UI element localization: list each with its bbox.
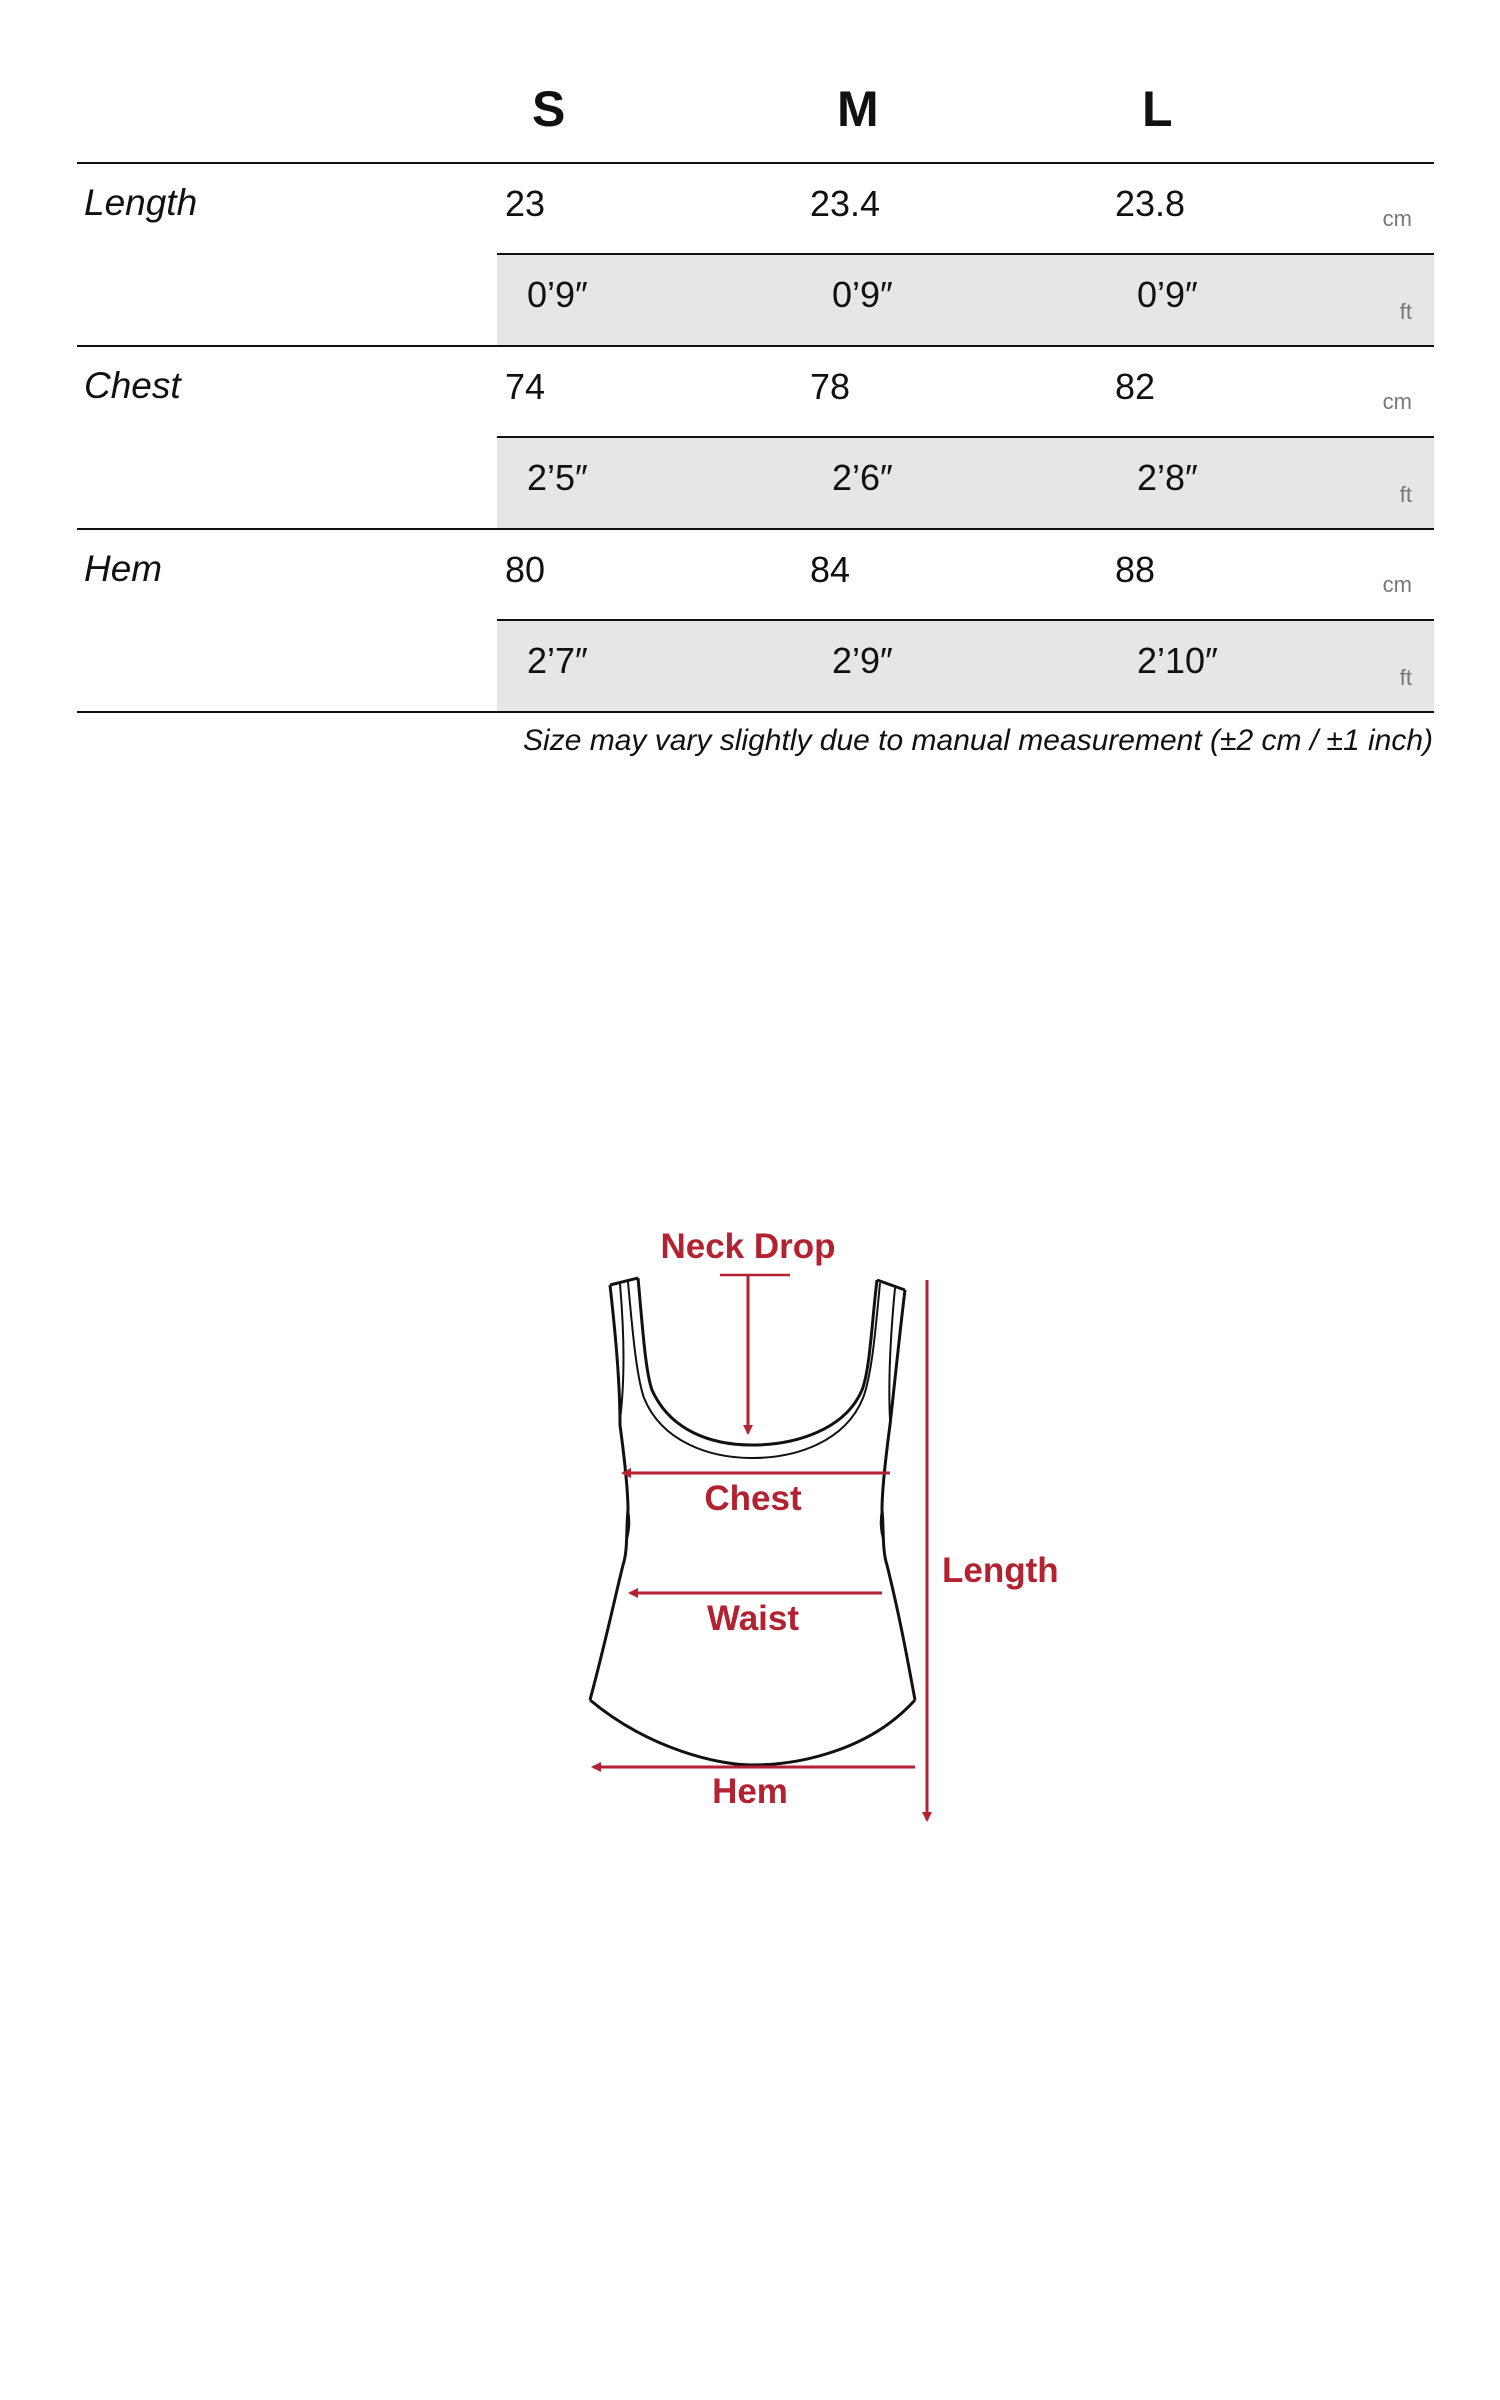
cell-value: 80 [505, 549, 546, 590]
length-label: Length [942, 1551, 1059, 1590]
measure-group-hem [77, 530, 1434, 713]
ft-row [497, 438, 1434, 528]
measurement-note: Size may vary slightly due to manual measurement (±2 cm / ±1 inch) [523, 724, 1433, 757]
cell-value: 82 [1115, 366, 1156, 407]
cm-row [497, 164, 1434, 255]
cell-value: 0’9″ [1137, 274, 1198, 315]
cell-value: 23.8 [1115, 183, 1186, 224]
size-chart-table [77, 80, 1434, 713]
measure-label-chest: Chest [84, 365, 181, 406]
cm-row [497, 530, 1434, 621]
cell-value: 84 [810, 549, 851, 590]
chest-label: Chest [704, 1479, 802, 1518]
cell-value: 0’9″ [527, 274, 588, 315]
measurement-arrows [593, 1275, 927, 1820]
ft-row [497, 255, 1434, 345]
cell-value: 0’9″ [832, 274, 893, 315]
unit-label-cm: cm [1382, 389, 1412, 414]
ft-row [497, 621, 1434, 711]
measure-label-hem: Hem [84, 548, 163, 589]
measure-group-chest [77, 347, 1434, 530]
unit-label-ft: ft [1399, 665, 1412, 690]
unit-label-ft: ft [1399, 482, 1412, 507]
cell-value: 78 [810, 366, 851, 407]
cell-value: 74 [505, 366, 546, 407]
unit-label-cm: cm [1382, 206, 1412, 231]
cell-value: 23 [505, 183, 546, 224]
measure-label-length: Length [84, 182, 198, 223]
tank-top-diagram [560, 1220, 1080, 1860]
garment-outline [590, 1278, 915, 1765]
waist-label: Waist [706, 1599, 800, 1638]
unit-label-cm: cm [1382, 572, 1412, 597]
cm-row [497, 347, 1434, 438]
cell-value: 23.4 [810, 183, 881, 224]
unit-label-ft: ft [1399, 299, 1412, 324]
neck-drop-label: Neck Drop [660, 1227, 836, 1266]
hem-label: Hem [712, 1772, 788, 1811]
cell-value: 2’6″ [832, 457, 893, 498]
size-header-m: M [837, 81, 879, 137]
cell-value: 2’7″ [527, 640, 588, 681]
size-header-l: L [1142, 81, 1173, 137]
cell-value: 88 [1115, 549, 1156, 590]
size-header-row [77, 80, 1434, 164]
size-header-s: S [532, 81, 566, 137]
measure-group-length [77, 164, 1434, 347]
cell-value: 2’5″ [527, 457, 588, 498]
tank-top-diagram-svg [560, 1220, 1080, 1860]
cell-value: 2’10″ [1137, 640, 1218, 681]
cell-value: 2’8″ [1137, 457, 1198, 498]
cell-value: 2’9″ [832, 640, 893, 681]
